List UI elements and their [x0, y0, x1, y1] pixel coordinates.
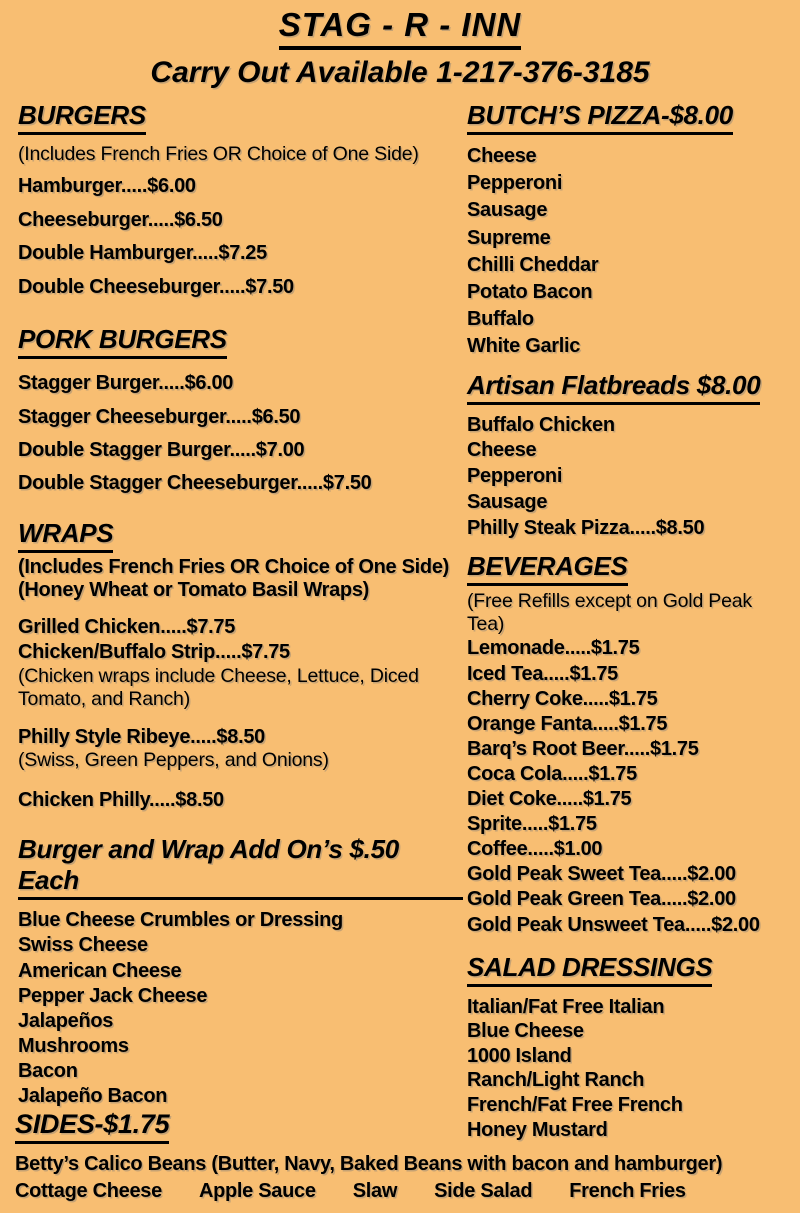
flatbreads-heading-text: Artisan Flatbreads $8.00	[467, 370, 760, 405]
section-burgers	[18, 100, 463, 304]
menu-item: Bacon	[18, 1060, 78, 1083]
beverages-heading	[467, 551, 782, 586]
menu-item: Potato Bacon	[467, 280, 593, 303]
flatbreads-list	[467, 413, 782, 542]
sides-beans-line: Betty’s Calico Beans (Butter, Navy, Baked Beans with bacon and hamburger)	[15, 1153, 723, 1175]
wraps-note: (Honey Wheat or Tomato Basil Wraps)	[18, 579, 370, 602]
menu-columns	[0, 90, 800, 1142]
menu-item: Buffalo Chicken	[467, 413, 615, 436]
menu-item: Ranch/Light Ranch	[467, 1069, 645, 1092]
menu-item: Pepperoni	[467, 172, 563, 195]
menu-item: Sprite.....$1.75	[467, 813, 597, 836]
menu-item: Stagger Cheeseburger.....$6.50	[18, 405, 301, 428]
wraps-ribeye-group	[18, 726, 463, 772]
menu-item: Philly Steak Pizza.....$8.50	[467, 516, 705, 539]
menu-item: Supreme	[467, 226, 551, 249]
menu-item: Stagger Burger.....$6.00	[18, 372, 234, 395]
burgers-heading-text: BURGERS	[18, 100, 146, 135]
menu-item: French Fries	[569, 1180, 686, 1202]
menu-item: Italian/Fat Free Italian	[467, 995, 665, 1018]
section-artisan-flatbreads	[467, 370, 782, 542]
menu-item: Sausage	[467, 490, 548, 513]
salad-dressings-heading	[467, 952, 782, 987]
menu-item: Slaw	[352, 1180, 398, 1202]
butchs-pizza-list	[467, 143, 782, 361]
menu-item: Gold Peak Green Tea.....$2.00	[467, 888, 736, 911]
section-butchs-pizza	[467, 100, 782, 361]
menu-item: Hamburger.....$6.00	[18, 175, 196, 197]
menu-item: Sausage	[467, 199, 548, 222]
menu-item: Double Stagger Burger.....$7.00	[18, 438, 305, 461]
wraps-chicken-philly-group	[18, 789, 463, 812]
beverages-note: (Free Refills except on Gold Peak Tea)	[467, 590, 752, 636]
menu-item: Grilled Chicken.....$7.75	[18, 616, 236, 639]
pork-burgers-heading	[18, 324, 463, 359]
wraps-chicken-note: (Chicken wraps include Cheese, Lettuce, Diced Tomato, and Ranch)	[18, 665, 419, 711]
wraps-note: (Includes French Fries OR Choice of One Side)	[18, 556, 450, 579]
menu-item: White Garlic	[467, 335, 581, 358]
burgers-list	[18, 170, 463, 304]
menu-item: Iced Tea.....$1.75	[467, 662, 618, 685]
menu-item: Side Salad	[434, 1180, 533, 1202]
sides-heading-text: SIDES-$1.75	[15, 1109, 169, 1144]
menu-item: Double Stagger Cheeseburger.....$7.50	[18, 471, 372, 494]
menu-item: Chicken Philly.....$8.50	[18, 789, 224, 812]
menu-item: Mushrooms	[18, 1035, 129, 1058]
add-ons-heading	[18, 834, 463, 900]
menu-item: Jalapeño Bacon	[18, 1085, 168, 1108]
add-ons-heading-text: Burger and Wrap Add On’s $.50 Each	[18, 834, 463, 900]
pork-burgers-heading-text: PORK BURGERS	[18, 324, 227, 359]
menu-item: Gold Peak Unsweet Tea.....$2.00	[467, 913, 760, 936]
section-pork-burgers	[18, 324, 463, 500]
section-beverages	[467, 551, 782, 937]
menu-item: Pepperoni	[467, 465, 563, 488]
salad-dressings-heading-text: SALAD DRESSINGS	[467, 952, 712, 987]
beverages-heading-text: BEVERAGES	[467, 551, 628, 586]
wraps-chicken-list	[18, 615, 463, 665]
menu-item: Jalapeños	[18, 1009, 114, 1032]
menu-item: 1000 Island	[467, 1044, 572, 1067]
menu-item: Philly Style Ribeye.....$8.50	[18, 726, 265, 749]
menu-item: Cheese	[467, 439, 537, 462]
menu-item: Cheese	[467, 145, 537, 167]
left-column	[18, 92, 463, 1142]
wraps-ribeye-note: (Swiss, Green Peppers, and Onions)	[18, 749, 329, 772]
menu-item: American Cheese	[18, 959, 182, 982]
sides-list	[15, 1180, 788, 1203]
menu-item: Honey Mustard	[467, 1118, 608, 1141]
menu-item: Blue Cheese	[467, 1020, 584, 1043]
wraps-heading	[18, 518, 463, 553]
menu-item: Diet Coke.....$1.75	[467, 788, 632, 811]
right-column	[463, 92, 782, 1142]
section-sides	[15, 1109, 788, 1203]
menu-item: Gold Peak Sweet Tea.....$2.00	[467, 863, 736, 886]
butchs-pizza-heading	[467, 100, 782, 135]
section-wraps	[18, 518, 463, 812]
sides-heading	[15, 1109, 788, 1144]
butchs-pizza-heading-text: BUTCH’S PIZZA-$8.00	[467, 100, 733, 135]
menu-item: Cottage Cheese	[15, 1180, 162, 1202]
menu-item: Lemonade.....$1.75	[467, 637, 640, 660]
menu-item: Swiss Cheese	[18, 934, 148, 957]
burgers-heading	[18, 100, 463, 135]
menu-item: Double Hamburger.....$7.25	[18, 242, 267, 265]
section-add-ons	[18, 834, 463, 1110]
flatbreads-heading	[467, 370, 782, 405]
wraps-heading-text: WRAPS	[18, 518, 113, 553]
menu-item: Apple Sauce	[198, 1180, 316, 1202]
wraps-bold-notes	[18, 556, 463, 602]
menu-item: Cheeseburger.....$6.50	[18, 208, 223, 231]
wraps-chicken-group	[18, 615, 463, 711]
add-ons-list	[18, 908, 463, 1110]
menu-item: Double Cheeseburger.....$7.50	[18, 275, 294, 298]
menu-item: Coffee.....$1.00	[467, 838, 603, 861]
beverages-list	[467, 636, 782, 937]
menu-item: Chilli Cheddar	[467, 253, 599, 276]
menu-header	[0, 0, 800, 90]
menu-item: Cherry Coke.....$1.75	[467, 687, 658, 710]
menu-item: Coca Cola.....$1.75	[467, 762, 637, 785]
pork-burgers-list	[18, 367, 463, 500]
burgers-note: (Includes French Fries OR Choice of One Side)	[18, 143, 419, 165]
menu-item: Pepper Jack Cheese	[18, 984, 208, 1007]
carry-out-phone-line: Carry Out Available 1-217-376-3185	[150, 56, 650, 89]
menu-item: Blue Cheese Crumbles or Dressing	[18, 909, 343, 932]
restaurant-title	[0, 6, 800, 50]
menu-item: Chicken/Buffalo Strip.....$7.75	[18, 641, 290, 664]
restaurant-title-text: STAG - R - INN	[279, 6, 522, 50]
menu-item: Orange Fanta.....$1.75	[467, 712, 668, 735]
menu-item: French/Fat Free French	[467, 1093, 683, 1116]
menu-item: Buffalo	[467, 308, 534, 331]
menu-item: Barq’s Root Beer.....$1.75	[467, 737, 699, 760]
